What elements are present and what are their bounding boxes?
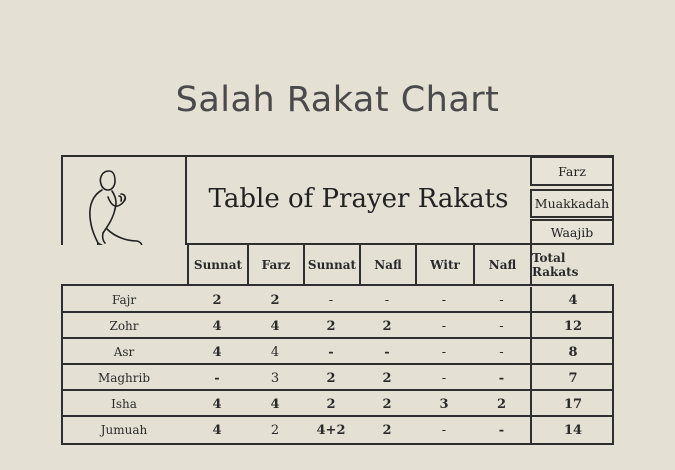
header-blank <box>61 245 187 286</box>
header-sunnat-before: Sunnat <box>187 245 247 286</box>
cell-nafl-1: - <box>384 292 390 308</box>
cell-nafl-1: 2 <box>382 370 392 386</box>
cell-farz: 3 <box>270 370 280 386</box>
legend-muakkadah: Muakkadah <box>530 189 614 218</box>
page-title: Salah Rakat Chart <box>175 80 500 120</box>
prayer-name: Jumuah <box>100 423 148 437</box>
cell-witr: - <box>441 318 447 334</box>
prayer-name: Fajr <box>111 293 137 307</box>
cell-farz: 4 <box>270 396 280 412</box>
cell-sunnat-after: 2 <box>326 370 336 386</box>
cell-sunnat-before: 4 <box>212 422 222 438</box>
cell-nafl-1: - <box>384 344 390 360</box>
cell-farz: 4 <box>270 344 280 360</box>
cell-nafl-1: 2 <box>382 422 392 438</box>
cell-total: 12 <box>530 313 614 339</box>
cell-sunnat-before: - <box>214 370 220 386</box>
prayer-name: Asr <box>113 345 135 359</box>
header-nafl-2: Nafl <box>473 245 530 286</box>
cell-sunnat-before: 4 <box>212 344 222 360</box>
cell-witr: - <box>441 370 447 386</box>
cell-sunnat-after: 4+2 <box>316 422 346 438</box>
header-nafl-1: Nafl <box>359 245 415 286</box>
cell-total: 8 <box>530 339 614 365</box>
cell-total: 17 <box>530 391 614 417</box>
cell-farz: 2 <box>270 292 280 308</box>
cell-sunnat-after: 2 <box>326 396 336 412</box>
cell-nafl-2: - <box>499 344 504 360</box>
cell-nafl-2: 2 <box>496 396 507 412</box>
table-row <box>61 313 614 339</box>
legend-waajib: Waajib <box>530 219 614 245</box>
table-row <box>61 287 614 313</box>
cell-sunnat-after: 2 <box>326 318 336 334</box>
cell-farz: 4 <box>270 318 280 334</box>
cell-nafl-2: - <box>498 370 505 386</box>
cell-total: 4 <box>530 287 614 313</box>
cell-nafl-2: - <box>499 292 504 308</box>
table-row <box>61 339 614 365</box>
cell-nafl-1: 2 <box>382 396 392 412</box>
cell-sunnat-after: - <box>328 292 334 308</box>
cell-sunnat-before: 2 <box>212 292 222 308</box>
prayer-name: Isha <box>111 397 137 411</box>
legend-farz: Farz <box>530 156 614 186</box>
cell-farz: 2 <box>270 422 280 438</box>
table-title: Table of Prayer Rakats <box>187 155 530 245</box>
header-witr: Witr <box>415 245 473 286</box>
header-sunnat-after: Sunnat <box>303 245 359 286</box>
cell-sunnat-after: - <box>328 344 334 360</box>
cell-total: 14 <box>530 417 614 443</box>
cell-witr: - <box>441 344 447 360</box>
header-total-rakats: Total Rakats <box>530 245 614 286</box>
cell-total: 7 <box>530 365 614 391</box>
cell-witr: - <box>441 292 447 308</box>
cell-sunnat-before: 4 <box>212 318 222 334</box>
table-row <box>61 365 614 391</box>
cell-nafl-2: - <box>499 318 504 334</box>
prayer-name: Maghrib <box>97 371 151 385</box>
table-row <box>61 391 614 417</box>
cell-nafl-1: 2 <box>382 318 392 334</box>
cell-nafl-2: - <box>498 422 505 438</box>
cell-witr: - <box>441 422 447 438</box>
cell-sunnat-before: 4 <box>212 396 222 412</box>
cell-witr: 3 <box>439 396 449 412</box>
prayer-name: Zohr <box>109 319 139 333</box>
header-farz: Farz <box>247 245 303 286</box>
table-row <box>61 417 614 443</box>
